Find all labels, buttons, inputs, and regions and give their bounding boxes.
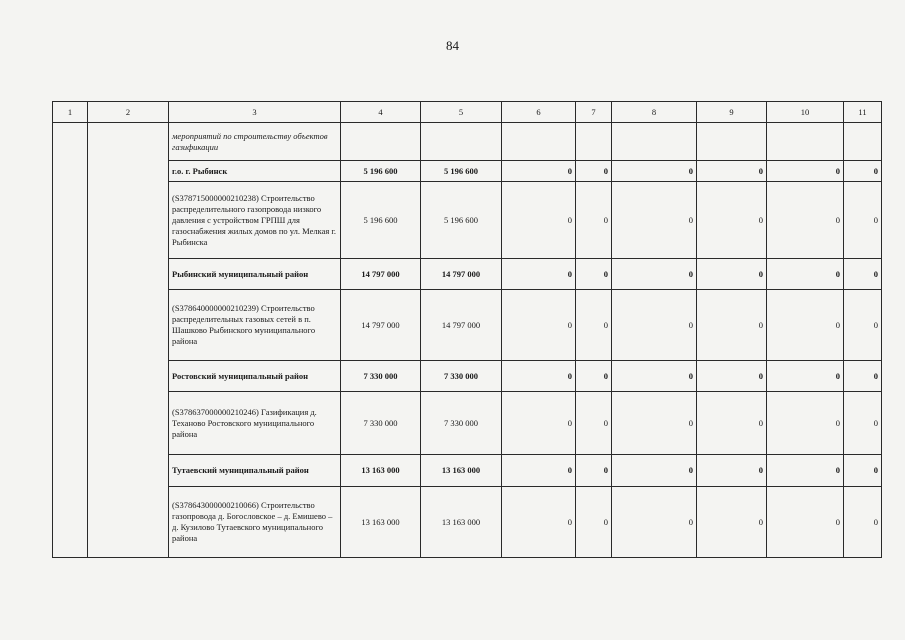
amount-cell: 7 330 000 [421,392,502,455]
row-description: Рыбинский муниципальный район [169,259,341,290]
amount-cell: 0 [767,182,844,259]
amount-cell: 0 [767,161,844,182]
amount-cell: 14 797 000 [341,259,421,290]
amount-cell: 0 [576,182,612,259]
amount-cell: 0 [502,290,576,361]
amount-cell: 0 [844,259,882,290]
amount-cell: 0 [612,290,697,361]
row-description: Ростовский муниципальный район [169,361,341,392]
amount-cell: 5 196 600 [341,161,421,182]
amount-cell: 0 [697,182,767,259]
amount-cell: 0 [612,161,697,182]
amount-cell: 0 [844,487,882,558]
continuation-description: мероприятий по строительству объектов газификации [169,123,341,161]
amount-cell: 14 797 000 [421,259,502,290]
amount-cell: 0 [697,161,767,182]
amount-cell: 0 [612,487,697,558]
amount-cell: 0 [844,392,882,455]
amount-cell: 0 [697,392,767,455]
amount-cell: 0 [502,361,576,392]
table-row-item [53,392,882,455]
merged-cell-col2 [88,123,169,558]
amount-cell: 0 [767,455,844,487]
amount-cell: 0 [576,290,612,361]
amount-cell: 0 [576,487,612,558]
amount-cell: 0 [697,259,767,290]
amount-cell: 0 [576,259,612,290]
amount-cell: 0 [612,361,697,392]
column-header: 10 [767,102,844,123]
column-header: 11 [844,102,882,123]
empty-cell [697,123,767,161]
amount-cell: 13 163 000 [341,487,421,558]
amount-cell: 13 163 000 [341,455,421,487]
empty-cell [612,123,697,161]
amount-cell: 7 330 000 [341,361,421,392]
amount-cell: 0 [844,361,882,392]
column-header: 6 [502,102,576,123]
amount-cell: 13 163 000 [421,487,502,558]
budget-table [52,101,882,558]
amount-cell: 0 [576,161,612,182]
amount-cell: 0 [576,361,612,392]
amount-cell: 0 [767,392,844,455]
column-header: 7 [576,102,612,123]
empty-cell [576,123,612,161]
row-description: (S378637000000210246) Газификация д. Теханово Ростовского муниципального района [169,392,341,455]
empty-cell [421,123,502,161]
column-header: 1 [53,102,88,123]
amount-cell: 5 196 600 [421,182,502,259]
amount-cell: 0 [767,259,844,290]
table-row-group [53,259,882,290]
amount-cell: 0 [612,259,697,290]
amount-cell: 0 [767,290,844,361]
row-description: (S378715000000210238) Строительство распределительного газопровода низкого давления с устройством ГРПШ для газоснабжения жилых домов по ул. Мелкая г. Рыбинска [169,182,341,259]
column-header: 3 [169,102,341,123]
amount-cell: 14 797 000 [341,290,421,361]
table-row-item [53,487,882,558]
amount-cell: 7 330 000 [341,392,421,455]
column-header: 5 [421,102,502,123]
amount-cell: 0 [502,161,576,182]
amount-cell: 0 [502,259,576,290]
amount-cell: 0 [502,182,576,259]
row-description: (S378643000000210066) Строительство газопровода д. Богословское – д. Емишево – д. Кузилово Тутаевского муниципального района [169,487,341,558]
table-row-item [53,182,882,259]
empty-cell [767,123,844,161]
amount-cell: 0 [697,361,767,392]
merged-cell-col1 [53,123,88,558]
amount-cell: 0 [576,455,612,487]
page-number: 84 [446,38,459,53]
amount-cell: 0 [767,487,844,558]
row-description: Тутаевский муниципальный район [169,455,341,487]
amount-cell: 0 [844,182,882,259]
amount-cell: 0 [612,182,697,259]
amount-cell: 0 [844,290,882,361]
empty-cell [844,123,882,161]
amount-cell: 5 196 600 [341,182,421,259]
amount-cell: 0 [612,455,697,487]
amount-cell: 0 [844,161,882,182]
amount-cell: 0 [844,455,882,487]
amount-cell: 0 [502,392,576,455]
amount-cell: 7 330 000 [421,361,502,392]
amount-cell: 14 797 000 [421,290,502,361]
table-row-item [53,290,882,361]
table-row-group [53,455,882,487]
row-description: г.о. г. Рыбинск [169,161,341,182]
empty-cell [341,123,421,161]
table-row-group [53,161,882,182]
amount-cell: 5 196 600 [421,161,502,182]
column-header: 8 [612,102,697,123]
column-number-row [53,102,882,123]
table-row-group [53,361,882,392]
amount-cell: 0 [697,487,767,558]
column-header: 9 [697,102,767,123]
amount-cell: 0 [502,487,576,558]
amount-cell: 0 [612,392,697,455]
empty-cell [502,123,576,161]
amount-cell: 0 [697,290,767,361]
table-row [53,123,882,161]
column-header: 2 [88,102,169,123]
amount-cell: 0 [767,361,844,392]
column-header: 4 [341,102,421,123]
amount-cell: 0 [697,455,767,487]
amount-cell: 13 163 000 [421,455,502,487]
amount-cell: 0 [576,392,612,455]
row-description: (S378640000000210239) Строительство распределительных газовых сетей в п. Шашково Рыбинского муниципального района [169,290,341,361]
amount-cell: 0 [502,455,576,487]
